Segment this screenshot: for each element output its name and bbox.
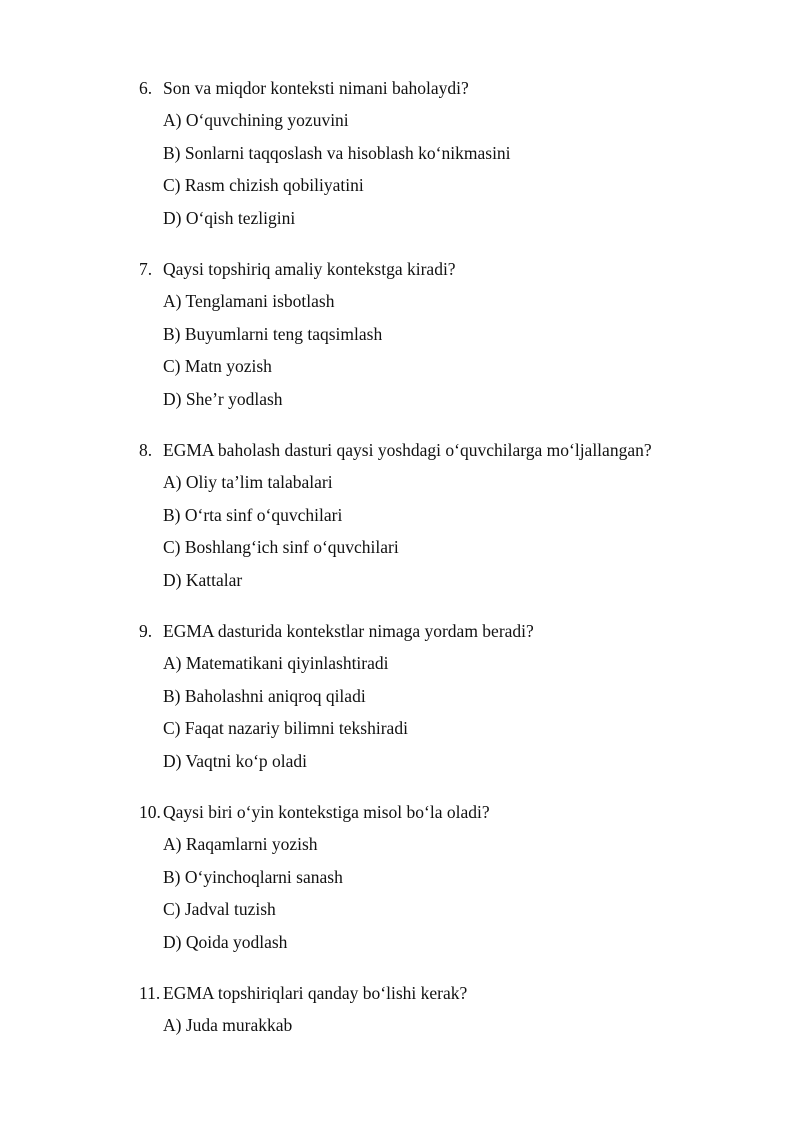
- question-number: 10.: [139, 802, 161, 822]
- question-11: [0, 981, 800, 1046]
- options-list: [0, 1013, 800, 1046]
- options-list: [0, 651, 800, 781]
- options-list: [0, 832, 800, 962]
- question-line: [0, 76, 800, 100]
- option-d: D) Qoida yodlash: [163, 931, 288, 952]
- option-c: C) Matn yozish: [163, 356, 272, 376]
- option-c: C) Rasm chizish qobiliyatini: [163, 175, 364, 195]
- question-text: Qaysi biri o‘yin kontekstiga misol bo‘la oladi?: [163, 802, 490, 822]
- question-text: EGMA topshiriqlari qanday bo‘lishi kerak?: [163, 983, 468, 1003]
- option-a: A) Matematikani qiyinlashtiradi: [163, 653, 389, 673]
- option-c: C) Boshlang‘ich sinf o‘quvchilari: [163, 537, 399, 557]
- option-a: A) Oliy ta’lim talabalari: [163, 472, 333, 492]
- option-b: B) Sonlarni taqqoslash va hisoblash ko‘nikmasini: [163, 142, 511, 163]
- option-d: D) Kattalar: [163, 569, 243, 590]
- question-number: 9.: [139, 621, 153, 641]
- question-line: [0, 257, 800, 281]
- question-number: 11.: [139, 983, 161, 1003]
- question-8: [0, 438, 800, 600]
- question-line: [0, 800, 800, 824]
- question-line: [0, 438, 800, 462]
- question-6: [0, 76, 800, 238]
- options-list: [0, 289, 800, 419]
- option-d: D) She’r yodlash: [163, 388, 283, 409]
- question-9: [0, 619, 800, 781]
- question-number: 7.: [139, 259, 153, 279]
- option-b: B) O‘yinchoqlarni sanash: [163, 866, 343, 887]
- option-a: A) O‘quvchining yozuvini: [163, 110, 349, 130]
- question-line: [0, 981, 800, 1005]
- option-b: B) Buyumlarni teng taqsimlash: [163, 323, 383, 344]
- question-7: [0, 257, 800, 419]
- question-number: 6.: [139, 78, 153, 98]
- question-text: Qaysi topshiriq amaliy kontekstga kiradi?: [163, 259, 456, 279]
- option-a: A) Tenglamani isbotlash: [163, 291, 335, 311]
- options-list: [0, 470, 800, 600]
- options-list: [0, 108, 800, 238]
- option-b: B) O‘rta sinf o‘quvchilari: [163, 504, 343, 525]
- question-text: EGMA baholash dasturi qaysi yoshdagi o‘quvchilarga mo‘ljallangan?: [163, 440, 652, 460]
- option-a: A) Juda murakkab: [163, 1015, 293, 1035]
- option-d: D) O‘qish tezligini: [163, 207, 296, 228]
- question-text: EGMA dasturida kontekstlar nimaga yordam beradi?: [163, 621, 534, 641]
- question-number: 8.: [139, 440, 153, 460]
- option-d: D) Vaqtni ko‘p oladi: [163, 750, 308, 771]
- question-10: [0, 800, 800, 962]
- question-text: Son va miqdor konteksti nimani baholaydi?: [163, 78, 469, 98]
- option-c: C) Jadval tuzish: [163, 899, 276, 919]
- option-a: A) Raqamlarni yozish: [163, 834, 318, 854]
- question-line: [0, 619, 800, 643]
- option-b: B) Baholashni aniqroq qiladi: [163, 685, 366, 706]
- option-c: C) Faqat nazariy bilimni tekshiradi: [163, 718, 408, 738]
